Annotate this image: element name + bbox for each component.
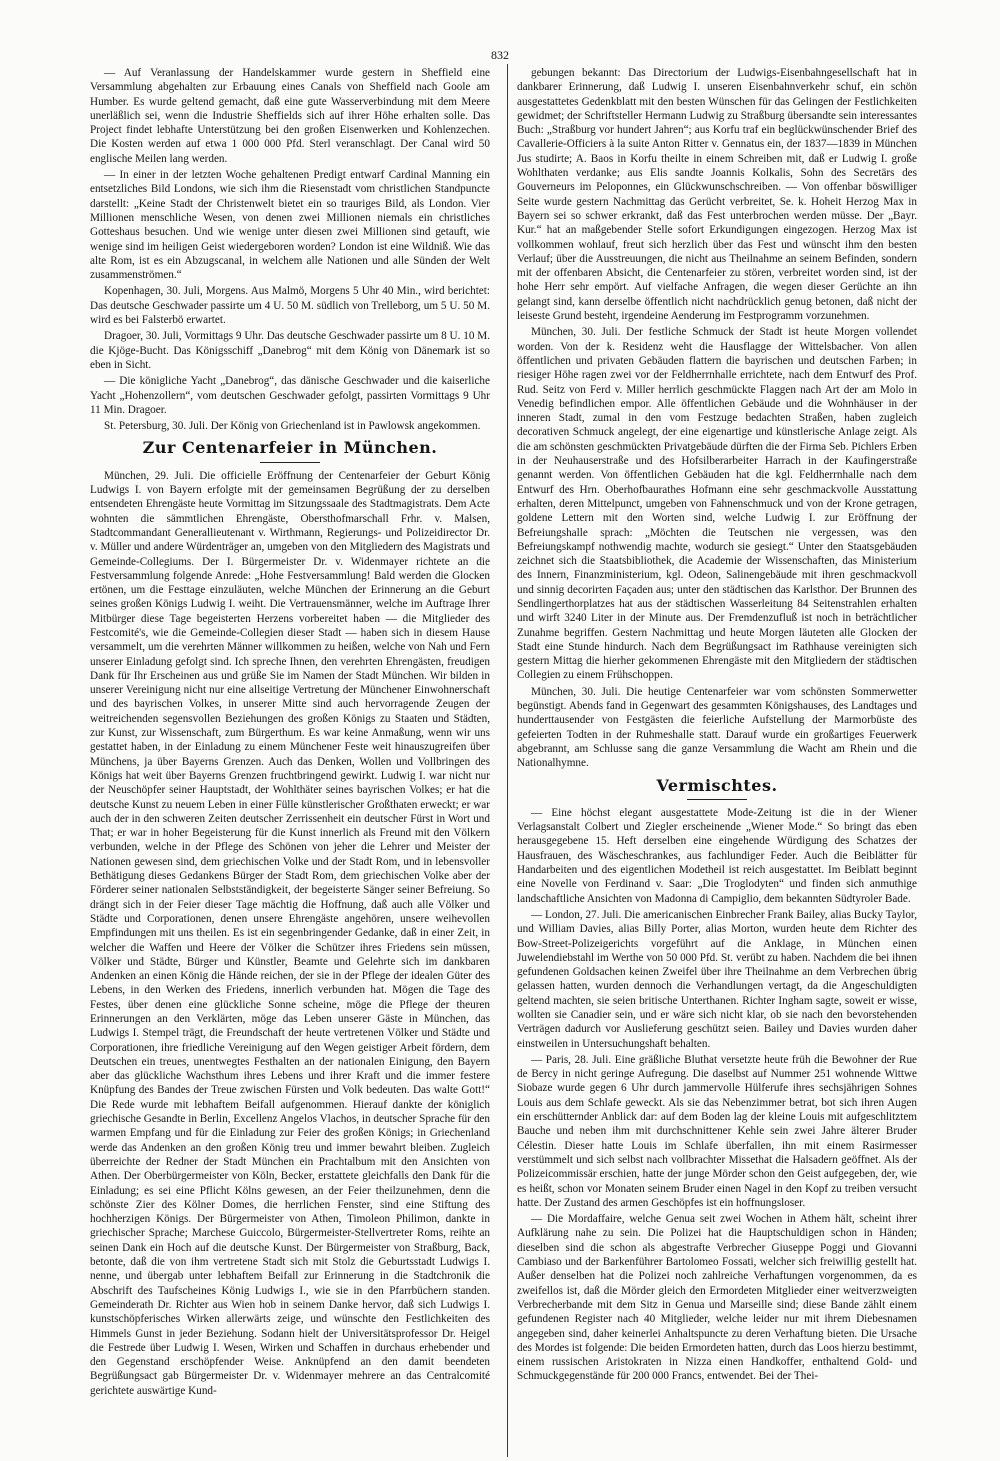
heading-rule bbox=[687, 799, 747, 800]
section-heading: Zur Centenarfeier in München. bbox=[142, 438, 438, 458]
heading-rule bbox=[260, 462, 320, 463]
dispatch-paragraph: Kopenhagen, 30. Juli, Morgens. Aus Malmö, Morgens 5 Uhr 40 Min., wird berichtet: Das deutsche Geschwader passirte um 4 U. 50 M. südlich von Trelleborg, um 5 U. 50 M. wird es bei Falsterbö erwartet. bbox=[90, 285, 490, 327]
article-paragraph: München, 30. Juli. Die heutige Centenarfeier war vom schönsten Sommerwetter begünstigt. Abends fand in Gegenwart des gesammten Königshauses, des Landtages und hunderttausender von Festgästen die feierliche Aufstellung der Marmorbüste des gefeierten Todten in der Ruhmeshalle statt. Darauf wurde ein großartiges Feuerwerk abgebrannt, am Schlusse sang die ganze Versammlung die Wacht am Rhein und die Nationalhymne. bbox=[517, 685, 917, 770]
left-column bbox=[90, 66, 490, 1455]
article-paragraph: — Die Mordaffaire, welche Genua seit zwei Wochen in Athem hält, scheint ihrer Aufklärung nahe zu sein. Die Polizei hat die Hauptschuldigen schon in Händen; dieselben sind die schon als abgestrafte Verbrecher Giuseppe Poggi und Giovanni Cambiaso und der Barkenführer Bartolomeo Fossati, welcher sich freiwillig gestellt hat. Außer denselben hat die Polizei noch zahlreiche Verhaftungen vorgenommen, da es zweifellos ist, daß die Mörder gleich den Ermordeten Mitglieder einer weitverzweigten Verbrecherbande mit dem Sitz in Genua und Marseille sind; diese Bande zählt einem gefundenen Register nach 40 Mitglieder, welche leider nur mit ihrem Diebesnamen angegeben sind, daher keinerlei Anhaltspuncte zu deren Verhaftung bieten. Die Ursache des Mordes ist folgende: Die beiden Ermordeten hatten, durch das Loos hierzu bestimmt, einem russischen Aristokraten in Nizza einen Handkoffer, enthaltend Gold- und Schmuckgegenstände für 200 000 Francs, entwendet. Bei der Thei- bbox=[517, 1213, 917, 1383]
dispatch-paragraph: — Die königliche Yacht „Danebrog“, das dänische Geschwader und die kaiserliche Yacht „Hohenzollern“, vom deutschen Geschwader gefolgt, passirten Vormittags 9 Uhr 11 Min. Dragoer. bbox=[90, 375, 490, 416]
article-paragraph: — London, 27. Juli. Die americanischen Einbrecher Frank Bailey, alias Bucky Taylor, und William Davies, alias Billy Porter, alias Morton, wurden heute dem Richter des Bow-Street-Polizeigerichts vorgeführt auf die Anklage, in München einen Juwelendiebstahl im Werthe von 50 000 Pfd. St. verübt zu haben. Nachdem die bei ihnen gefundenen Goldsachen keinen Zweifel über ihre Theilnahme an dem Verbrechen übrig gelassen hatten, wurden dennoch die Verhandlungen vertagt, da die Angeschuldigten geltend machten, sie seien britische Unterthanen. Richter Ingham sagte, soweit er wisse, wollten sie Canadier sein, und er wäre sich nicht klar, ob sie nach den bevorstehenden Verträgen dadurch vor Auslieferung geschützt seien. Bailey und Davies wurden daher einstweilen in Untersuchungshaft behalten. bbox=[517, 908, 917, 1050]
section-heading: Vermischtes. bbox=[656, 775, 778, 795]
article-paragraph: — Eine höchst elegant ausgestattete Mode-Zeitung ist die in der Wiener Verlagsanstalt Colbert und Ziegler erscheinende „Wiener Mode.“ So bringt das eben herausgegebene 15. Heft derselben eine eingehende Würdigung des Schatzes der Hausfrauen, des Wäscheschrankes, aus fachlundiger Feder. Auch die Beiblätter für Handarbeiten und des eigentlichen Modetheil ist reich ausgestattet. Im Beiblatt beginnt eine Novelle von Ferdinand v. Saar: „Die Troglodyten“ und finden sich anmuthige landschaftliche Ansichten von Madonna di Campiglio, dem bekannten Südtyroler Bade. bbox=[517, 806, 917, 905]
article-paragraph: — Paris, 28. Juli. Eine gräßliche Bluthat versetzte heute früh die Bewohner der Rue de Bercy in nicht geringe Aufregung. Die daselbst auf Nummer 251 wohnende Wittwe Siobaze wurde gegen 6 Uhr durch jammervolle Hülferufe ihres sechsjährigen Sohnes Louis aus dem Schlafe geweckt. Als sie das Nebenzimmer betrat, bot sich ihren Augen ein erschütternder Anblick dar: auf dem Boden lag der kleine Louis mit aufgeschlitztem Bauche und neben ihm mit durchschnittener Kehle sein zwei Jahre älterer Bruder Célestin. Dieser hatte Louis im Schlafe überfallen, ihn mit einem Rasirmesser verstümmelt und sich selbst nach vollbrachter Missethat die Halsadern geöffnet. Als der Polizeicommissär erschien, hatte der junge Mörder schon den Geist aufgegeben, der, wie es heißt, schon vor Monaten seinem Bruder einen Nagel in den Kopf zu treiben versucht hatte. Der Zustand des armen Geschöpfes ist ein hoffnungsloser. bbox=[517, 1053, 917, 1209]
article-paragraph: — In einer in der letzten Woche gehaltenen Predigt entwarf Cardinal Manning ein entsetzliches Bild Londons, wie sich ihm die Riesenstadt vom christlichen Standpuncte darstellt: „Keine Stadt der Christenwelt bietet ein so trauriges Bild, als London. Vier Millionen menschliche Wesen, von denen zwei Millionen niemals ein christliches Gotteshaus besuchen. Und wie wenige unter diesen zwei Millionen sind getauft, wie wenige sind im heiligen Geist wiedergeboren worden? London ist eine Wildniß. Wie das alte Rom, ist es ein Abzugscanal, in welchem alle Nationen und alle Sünden der Welt zusammenströmen.“ bbox=[90, 169, 490, 282]
article-paragraph: gebungen bekannt: Das Directorium der Ludwigs-Eisenbahngesellschaft hat in dankbarer Erinnerung, daß Ludwig I. unseren Eisenbahnverkehr schuf, ein schön ausgestattetes Gedenkblatt mit den besten Wünschen für das Gelingen der Festlichkeiten gewidmet; der Schriftsteller Hermann Ludwig zu Straßburg übersandte sein interessantes Buch: „Straßburg vor hundert Jahren“; aus Korfu traf ein beglückwünschender Brief des Cavallerie-Officiers à la suite Anton Ritter v. Gennatus ein, der 1837—1839 in München Jus studirte; A. Baos in Korfu theilte in einem Schreiben mit, daß er Ludwig I. große Wohlthaten verdanke; aus Elis sandte Joannis Kolkalis, Sohn des Secretärs des Gouverneurs im Peloponnes, ein Glückwunschschreiben. — Von offenbar böswilliger Seite wurde gestern Nachmittag das Gerücht verbreitet, Se. k. Hoheit Herzog Max in Bayern sei so schwer erkrankt, daß das Fest unterbrochen werden müsse. Der „Bayr. Kur.“ hat an maßgebender Stelle sofort Erkundigungen eingezogen. Herzog Max ist vollkommen wohlauf, freut sich herzlich über das Fest und wünscht ihm den besten Verlauf; über die Ausstreuungen, die nicht aus Theilnahme an seinem Befinden, sondern mit der offenbaren Absicht, die Centenarfeier zu stören, verbreitet worden sind, ist der hohe Herr sehr empört. Auf vielfache Anfragen, die wegen dieser Gerüchte an ihn gelangt sind, kann derselbe öffentlich nicht nachdrücklich genug betonen, daß nicht der leiseste Grund besteht, irgendeine Aenderung im Festprogramm vorzunehmen. bbox=[517, 67, 917, 323]
column-divider bbox=[507, 64, 508, 1457]
article-paragraph: München, 29. Juli. Die officielle Eröffnung der Centenarfeier der Geburt König Ludwigs I. von Bayern erfolgte mit der gemeinsamen Begrüßung der zu derselben entsendeten Ehrengäste heute Vormittag im Sitzungssaale des Stadtmagistrats. Dem Acte wohnten die sämmtlichen Ehrengäste, Obersthofmarschall Frhr. v. Malsen, Stadtcommandant Generallieutenant v. Wirthmann, Regierungs- und Polizeidirector Dr. v. Müller und andere Würdenträger an, umgeben von den Mitgliedern des Magistrats und Gemeinde-Collegiums. Der I. Bürgermeister Dr. v. Widenmayer richtete an die Festversammlung folgende Anrede: „Hohe Festversammlung! Bald werden die Glocken ertönen, um die Festtage einzuläuten, welche München der Erinnerung an die Geburt seines großen Königs Ludwig I. weiht. Die Vertrauensmänner, welche im Auftrage Ihrer Mitbürger diese Tage begeisterten Herzens vorbereitet haben — die Mitglieder des Festcomité's, wie die Gemeinde-Collegien dieser Stadt — haben sich in diesem Hause versammelt, um die verehrten Männer willkommen zu heißen, welche von Nah und Fern unserer Einladung gefolgt sind. Ich spreche Ihnen, den verehrten Ehrengästen, freudigen Dank für Ihr Erscheinen aus und grüße Sie im Namen der Stadt München. Wir bilden in unserer Vereinigung nicht nur eine allseitige Vertretung der Münchener Einwohnerschaft und des bayrischen Volkes, in unserer Mitte sind auch hervorragende Zeugen der weitreichenden segensvollen Beziehungen des großen Königs zu Staaten und Städten, zur Kunst, zur Wissenschaft, zum Bürgerthum. Es war keine Anmaßung, wenn wir uns gestattet haben, in der Einladung zu einem Münchener Feste weit hinauszugreifen über Münchens, ja über Bayerns Grenzen. Auch das Denken, Wollen und Vollbringen des Königs hat weit über Bayerns Grenzen fruchtbringend gewirkt. Ludwig I. war nicht nur der Neuschöpfer seiner Hauptstadt, der Wohlthäter seines bayrischen Volkes; er hat die deutsche Kunst zu neuem Leben in einer Fülle künstlerischer Großthaten erweckt; er war auch der in den schweren Zeiten deutscher Zerrissenheit ein deutscher Fürst in Wort und That; er war in hoher Begeisterung für die Kunst innerlich als Freund mit den Völkern verbunden, welche in der Pflege des Schönen von jeher die Lehrer und Meister der Nationen gewesen sind, dem griechischen Volke und der Stadt Rom, und in lebensvoller Bethätigung dieses Gedankens Bürger der Stadt Rom, dem griechischen Volke aber der Förderer seiner nationalen Selbstständigkeit, der begeisterte Sänger seiner Befreiung. So drängt sich in der Feier dieser Tage mächtig die Hoffnung, daß auch alle Völker und Städte und Corporationen, denen unsere Ehrengäste angehören, unsere weihevollen Empfindungen mit uns theilen. Es ist ein segenbringender Gedanke, daß in einer Zeit, in welcher die Waffen und Heere der Völker die Schützer ihres Friedens sein müssen, Völker und Städte, Bürger und Künstler, Beamte und Gelehrte sich im dankbaren Andenken an einen König die Hände reichen, der sie in der Pflege der idealen Güter des Lebens, in den Werken des Friedens, innerlich verbunden hat. Mögen die Tage des Festes, über denen eine glückliche Sonne scheine, möge die Pflege der theuren Erinnerungen an den Verklärten, möge das Leben unserer Gäste in München, das Ludwigs I. Stempel trägt, die Freundschaft der heute vertretenen Völker und Städte und Corporationen, ihre friedliche Vereinigung auf den Wegen geistiger Arbeit fördern, dem Deutschen ein treues, unentwegtes Festhalten an der nationalen Einigung, den Bayern aber das glückliche Wachsthum ihres Lebens und ihrer Kraft und die immer festere Knüpfung des Bandes der Treue zwischen Fürsten und Volk bedeuten. Das walte Gott!“ Die Rede wurde mit lebhaftem Beifall aufgenommen. Hierauf dankte der königlich griechische Gesandte in Berlin, Excellenz Angelos Vlachos, in deutscher Sprache für den warmen Empfang und für die Einladung zur Feier des großen Königs; in Griechenland werde das Andenken an den großen König treu und immer bewahrt bleiben. Zugleich überreichte der Redner der Stadt München ein Prachtalbum mit den Ansichten von Athen. Der Oberbürgermeister von Köln, Becker, erstattete gleichfalls den Dank für die Einladung; es sei eine Pflicht Kölns gewesen, an der Feier theilzunehmen, denn die schönste Zier des Kölner Domes, die herrlichen Fenster, sind eine Stiftung des hochherzigen Königs. Der Bürgermeister von Athen, Timoleon Philimon, dankte in griechischer Sprache; Marchese Guiccolo, Bürgermeister-Stellvertreter Roms, reihte an seinen Dank ein Hoch auf die deutsche Kunst. Der Bürgermeister von Straßburg, Back, betonte, daß die von ihm vertretene Stadt sich mit Stolz die Geburtsstadt Ludwigs I. nenne, und übergab unter lebhaftem Beifall zur Erinnerung in die Stadtchronik die Abschrift des Taufscheines König Ludwigs I., wie sie in den Pfarrbüchern standen. Gemeinderath Dr. Richter aus Wien hob in seinem Danke hervor, daß sich Ludwigs I. kunstschöpferisches Wirken allerwärts zeige, und wünschte den Festlichkeiten des Himmels Gunst in jeder Beziehung. Sodann hielt der Universitätsprofessor Dr. Heigel die Festrede über Ludwig I. Wesen, Wirken und Schaffen in durchaus erhebender und den Gegenstand erschöpfender Weise. Anknüpfend an den damit beendeten Begrüßungsact gab Bürgermeister Dr. v. Widenmayer mehrere an das Centralcomité gerichtete auswärtige Kund- bbox=[90, 469, 490, 1397]
right-column bbox=[517, 66, 917, 1455]
page-number: 832 bbox=[491, 48, 509, 62]
article-paragraph: — Auf Veranlassung der Handelskammer wurde gestern in Sheffield eine Versammlung abgehalten zur Erbauung eines Canals von Sheffield nach Goole am Humber. Es wurde geltend gemacht, daß eine gute Wasserverbindung mit dem Meere unerläßlich sei, wenn die Industrie Sheffields sich auf ihrer Höhe erhalten solle. Das Project findet lebhafte Unterstützung bei den großen Eisenwerken und Kohlenzechen. Die Kosten werden auf etwa 1 000 000 Pfd. Sterl veranschlagt. Der Canal wird 50 englische Meilen lang werden. bbox=[90, 67, 490, 165]
dispatch-paragraph: St. Petersburg, 30. Juli. Der König von Griechenland ist in Pawlowsk angekommen. bbox=[104, 420, 481, 433]
article-paragraph: München, 30. Juli. Der festliche Schmuck der Stadt ist heute Morgen vollendet worden. Von der k. Residenz weht die Hausflagge der Wittelsbacher. Von allen öffentlichen und privaten Gebäuden flattern die bayrischen und deutschen Farben; in riesiger Höhe ragen zwei vor der Feldherrnhalle errichtete, nach dem Entwurf des Prof. Rud. Seitz von Ferd v. Miller herrlich geschmückte Flaggen nach Art der am Molo in Venedig befindlichen empor. Alle öffentlichen Gebäude und die Wohnhäuser in der inneren Stadt, zumal in den vom Festzuge bedachten Straßen, haben zugleich decorativen Schmuck angelegt, der eine eigenartige und künstlerische Anlage zeigt. Als die am schönsten geschmückten Privatgebäude dürften die der Firma Seb. Pichlers Erben in der Neuhauserstraße und des Hofsilberarbeiter Harrach in der Kaufingerstraße genannt werden. Von öffentlichen Gebäuden hat die kgl. Feldherrnhalle nach dem Entwurf des Hrn. Oberhofbaurathes Hofmann eine sehr geschmackvolle Ausstattung erhalten, deren Mittelpunct, umgeben von Fahnenschmuck und von der Krone getragen, goldene Lettern mit den Worten sind, welche Ludwig I. zur Eröffnung der Befreiungshalle sprach: „Möchten die Teutschen nie vergessen, was den Befreiungskampf nothwendig machte, wodurch sie gesiegt.“ Unter den Staatsgebäuden zeichnet sich die Staatsbibliothek, die Academie der Wissenschaften, das Ministerium des Innern, Finanzministerium, kgl. Odeon, Salinengebäude mit ihren geschmackvoll und sinnig decorirten Façaden aus; unter den städtischen das Karlsthor. Der Brunnen des Sendlingerthorplatzes hat aus der städtischen Wasserleitung 84 Seitenstrahlen erhalten und wirft 3240 Liter in der Minute aus. Der Fremdenzufluß ist noch in beträchtlicher Zunahme begriffen. Gestern Nachmittag und heute Morgen läuteten alle Glocken der Stadt eine Stunde hindurch. Nach dem Begrüßungsact im Rathhause vereinigten sich gestern Mittag die hierher gekommenen Ehrengäste mit den Mitgliedern der städtischen Collegien zu einem Frühschoppen. bbox=[517, 326, 917, 682]
dispatch-paragraph: Dragoer, 30. Juli, Vormittags 9 Uhr. Das deutsche Geschwader passirte um 8 U. 10 M. die Kjöge-Bucht. Das Königsschiff „Danebrog“ mit dem König von Dänemark ist so eben in Sicht. bbox=[90, 330, 490, 371]
